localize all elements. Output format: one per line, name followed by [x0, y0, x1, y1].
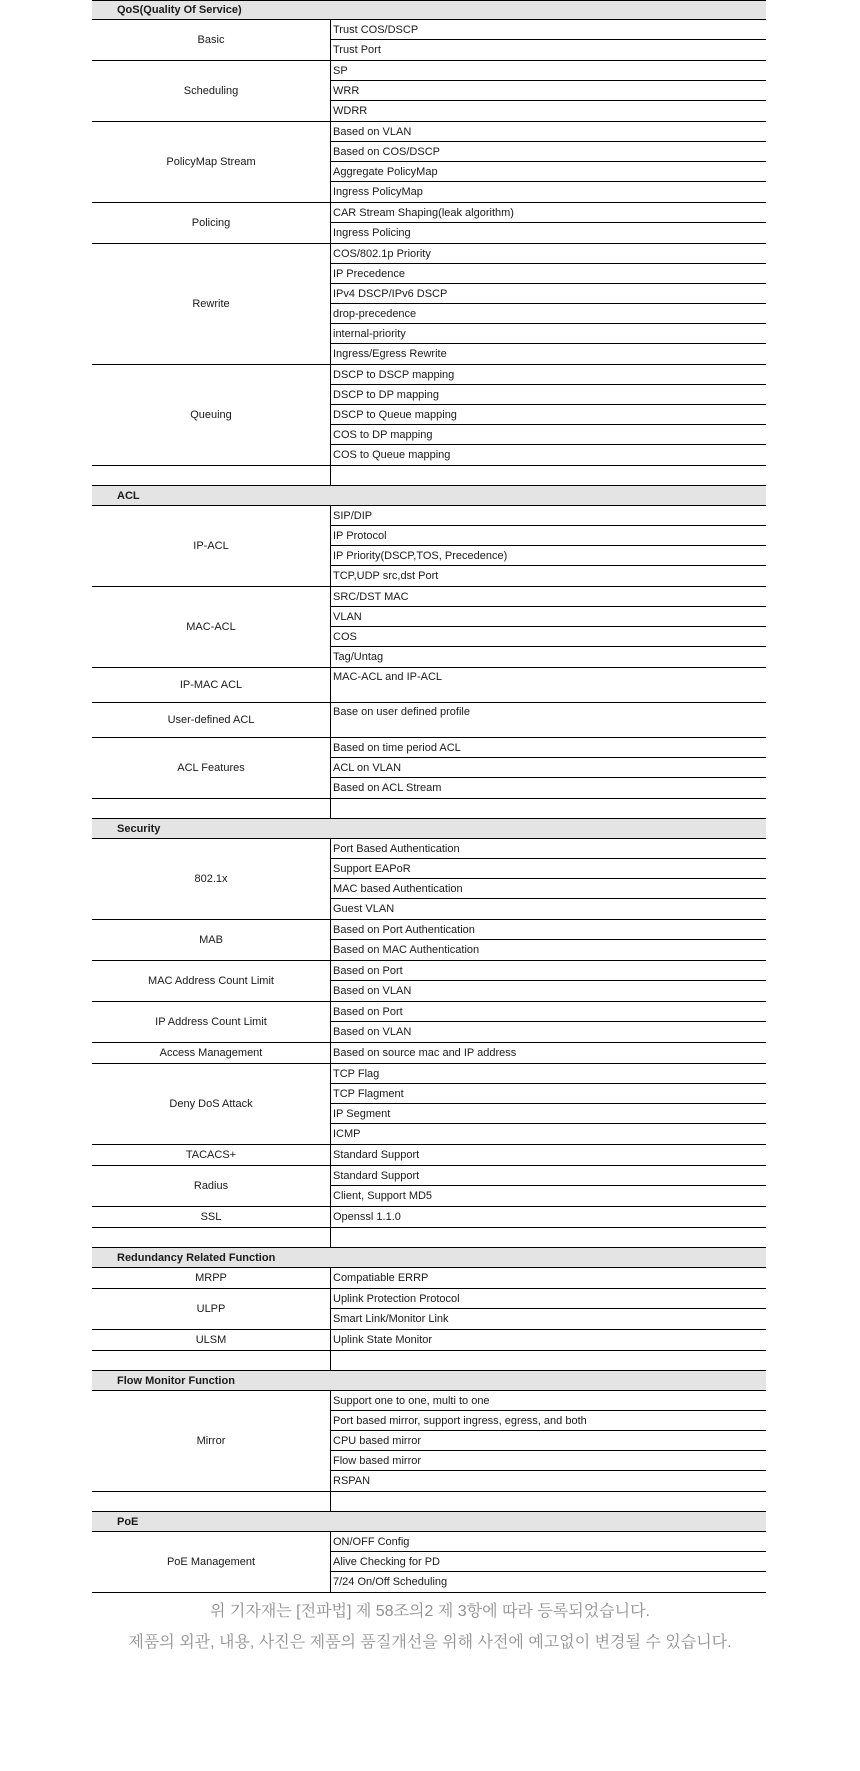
feature-item: Based on Port — [331, 1002, 766, 1022]
feature-item: Ingress/Egress Rewrite — [333, 348, 447, 360]
section-header — [92, 819, 766, 839]
notice-line-1: 위 기자재는 [전파법] 제 58조의2 제 3항에 따라 등록되었습니다. — [210, 1603, 650, 1620]
feature-items — [331, 1145, 766, 1165]
feature-label: PolicyMap Stream — [92, 122, 331, 202]
feature-item: SRC/DST MAC — [331, 587, 766, 607]
feature-label: PoE Management — [92, 1532, 331, 1592]
feature-item: Ingress Policing — [333, 227, 411, 239]
feature-item: Compatiable ERRP — [333, 1272, 429, 1284]
feature-item: ON/OFF Config — [331, 1532, 766, 1552]
feature-items — [331, 1207, 766, 1227]
feature-items — [331, 1391, 766, 1491]
notice — [0, 1596, 860, 1658]
feature-label: MRPP — [92, 1268, 331, 1288]
spacer-cell — [92, 1228, 331, 1247]
feature-items — [331, 1002, 766, 1042]
section-header — [92, 1248, 766, 1268]
table-row — [92, 668, 766, 703]
feature-items — [331, 506, 766, 586]
table-row — [92, 839, 766, 920]
table-row — [92, 1532, 766, 1593]
table-row — [92, 122, 766, 203]
feature-item: Based on source mac and IP address — [333, 1047, 517, 1059]
section-header — [92, 1371, 766, 1391]
feature-item: Flow based mirror — [331, 1451, 766, 1471]
feature-item: DSCP to Queue mapping — [331, 405, 766, 425]
feature-items — [331, 1064, 766, 1144]
feature-items — [331, 1289, 766, 1329]
feature-items — [331, 365, 766, 465]
table-row — [92, 1330, 766, 1351]
feature-item: WRR — [331, 81, 766, 101]
section-title: QoS(Quality Of Service) — [117, 4, 242, 16]
feature-item: Alive Checking for PD — [331, 1552, 766, 1572]
feature-label: MAC-ACL — [92, 587, 331, 667]
table-row — [92, 1207, 766, 1228]
table-row — [92, 738, 766, 799]
feature-label: ULSM — [92, 1330, 331, 1350]
feature-label: Access Management — [92, 1043, 331, 1063]
feature-item: Based on time period ACL — [331, 738, 766, 758]
feature-item: TCP Flag — [331, 1064, 766, 1084]
table-row — [92, 587, 766, 668]
feature-label: Deny DoS Attack — [92, 1064, 331, 1144]
section-title: Redundancy Related Function — [117, 1251, 276, 1264]
feature-item: Guest VLAN — [333, 903, 395, 915]
feature-item: Support EAPoR — [331, 859, 766, 879]
feature-item: SP — [331, 61, 766, 81]
feature-item: VLAN — [331, 607, 766, 627]
feature-label: IP-MAC ACL — [92, 668, 331, 702]
feature-item: COS to Queue mapping — [333, 449, 451, 461]
feature-items — [331, 1166, 766, 1206]
feature-items — [331, 61, 766, 121]
feature-label: TACACS+ — [92, 1145, 331, 1165]
spacer-cell — [92, 1351, 331, 1370]
table-row — [92, 20, 766, 61]
feature-item: 7/24 On/Off Scheduling — [333, 1576, 448, 1588]
feature-item: Based on Port — [331, 961, 766, 981]
feature-item: DSCP to DSCP mapping — [331, 365, 766, 385]
feature-item: Openssl 1.1.0 — [333, 1211, 401, 1223]
feature-item: CPU based mirror — [331, 1431, 766, 1451]
feature-item: MAC-ACL and IP-ACL — [333, 671, 443, 683]
feature-item: COS — [331, 627, 766, 647]
feature-items — [331, 1532, 766, 1592]
feature-items — [331, 20, 766, 60]
table-row — [92, 1166, 766, 1207]
feature-item: Based on VLAN — [333, 985, 412, 997]
table-row — [92, 1002, 766, 1043]
section-title: ACL — [117, 489, 140, 502]
feature-items — [331, 668, 766, 702]
feature-item: drop-precedence — [331, 304, 766, 324]
spacer-cell — [92, 466, 331, 485]
feature-label: Mirror — [92, 1391, 331, 1491]
table-row — [92, 1289, 766, 1330]
table-row — [92, 203, 766, 244]
feature-item: Aggregate PolicyMap — [331, 162, 766, 182]
feature-item: Based on COS/DSCP — [331, 142, 766, 162]
feature-item: CAR Stream Shaping(leak algorithm) — [331, 203, 766, 223]
feature-items — [331, 961, 766, 1001]
spacer-row — [92, 1351, 766, 1371]
feature-items — [331, 1268, 766, 1288]
feature-item: IP Precedence — [331, 264, 766, 284]
feature-item: ACL on VLAN — [331, 758, 766, 778]
feature-item: internal-priority — [331, 324, 766, 344]
section-title: PoE — [117, 1515, 139, 1528]
feature-label: Radius — [92, 1166, 331, 1206]
table-row — [92, 1043, 766, 1064]
feature-label: Policing — [92, 203, 331, 243]
feature-item: IP Segment — [331, 1104, 766, 1124]
feature-label: 802.1x — [92, 839, 331, 919]
feature-item: Based on VLAN — [333, 1026, 412, 1038]
feature-items — [331, 587, 766, 667]
feature-item: SIP/DIP — [331, 506, 766, 526]
feature-item: Trust Port — [333, 44, 381, 56]
feature-label: User-defined ACL — [92, 703, 331, 737]
feature-item: IP Priority(DSCP,TOS, Precedence) — [331, 546, 766, 566]
feature-item: Standard Support — [331, 1166, 766, 1186]
table-row — [92, 920, 766, 961]
table-row — [92, 506, 766, 587]
feature-item: MAC based Authentication — [331, 879, 766, 899]
spacer-row — [92, 1228, 766, 1248]
feature-item: Port Based Authentication — [331, 839, 766, 859]
feature-items — [331, 244, 766, 364]
feature-item: DSCP to DP mapping — [331, 385, 766, 405]
feature-item: Uplink Protection Protocol — [331, 1289, 766, 1309]
table-row — [92, 703, 766, 738]
spacer-row — [92, 799, 766, 819]
section-title: Flow Monitor Function — [117, 1374, 235, 1387]
spacer-row — [92, 1492, 766, 1512]
feature-label: Scheduling — [92, 61, 331, 121]
section-title: Security — [117, 822, 161, 835]
feature-item: Base on user defined profile — [333, 706, 470, 718]
feature-item: Uplink State Monitor — [333, 1334, 433, 1346]
feature-item: Ingress PolicyMap — [333, 186, 423, 198]
feature-item: Smart Link/Monitor Link — [333, 1313, 449, 1325]
feature-item: IPv4 DSCP/IPv6 DSCP — [331, 284, 766, 304]
feature-items — [331, 1330, 766, 1350]
feature-label: Basic — [92, 20, 331, 60]
feature-item: Support one to one, multi to one — [331, 1391, 766, 1411]
spacer-cell — [92, 1492, 331, 1511]
feature-item: Based on Port Authentication — [331, 920, 766, 940]
feature-item: TCP Flagment — [331, 1084, 766, 1104]
feature-label: IP Address Count Limit — [92, 1002, 331, 1042]
feature-items — [331, 203, 766, 243]
table-row — [92, 61, 766, 122]
feature-item: Based on MAC Authentication — [333, 944, 480, 956]
feature-label: MAB — [92, 920, 331, 960]
feature-items — [331, 920, 766, 960]
table-row — [92, 1391, 766, 1492]
feature-item: ICMP — [333, 1128, 361, 1140]
feature-items — [331, 738, 766, 798]
feature-label: Queuing — [92, 365, 331, 465]
table-row — [92, 1064, 766, 1145]
section-header — [92, 0, 766, 20]
feature-label: IP-ACL — [92, 506, 331, 586]
feature-item: WDRR — [333, 105, 368, 117]
feature-label: SSL — [92, 1207, 331, 1227]
feature-item: Port based mirror, support ingress, egress, and both — [331, 1411, 766, 1431]
table-row — [92, 365, 766, 466]
spacer-row — [92, 466, 766, 486]
feature-item: COS to DP mapping — [331, 425, 766, 445]
feature-item: RSPAN — [333, 1475, 371, 1487]
feature-items — [331, 703, 766, 737]
spec-table — [92, 0, 766, 1593]
table-row — [92, 961, 766, 1002]
section-header — [92, 486, 766, 506]
feature-label: MAC Address Count Limit — [92, 961, 331, 1001]
feature-item: Standard Support — [333, 1149, 420, 1161]
feature-label: Rewrite — [92, 244, 331, 364]
feature-items — [331, 122, 766, 202]
feature-items — [331, 839, 766, 919]
feature-items — [331, 1043, 766, 1063]
table-row — [92, 244, 766, 365]
table-row — [92, 1145, 766, 1166]
feature-item: COS/802.1p Priority — [331, 244, 766, 264]
table-row — [92, 1268, 766, 1289]
feature-item: TCP,UDP src,dst Port — [333, 570, 439, 582]
feature-item: Trust COS/DSCP — [331, 20, 766, 40]
feature-item: Based on VLAN — [331, 122, 766, 142]
feature-label: ACL Features — [92, 738, 331, 798]
notice-line-2: 제품의 외관, 내용, 사진은 제품의 품질개선을 위해 사전에 예고없이 변경될 수 있습니다. — [128, 1634, 732, 1651]
spacer-cell — [92, 799, 331, 818]
feature-item: IP Protocol — [331, 526, 766, 546]
feature-item: Tag/Untag — [333, 651, 384, 663]
feature-item: Based on ACL Stream — [333, 782, 442, 794]
feature-item: Client, Support MD5 — [333, 1190, 433, 1202]
section-header — [92, 1512, 766, 1532]
feature-label: ULPP — [92, 1289, 331, 1329]
